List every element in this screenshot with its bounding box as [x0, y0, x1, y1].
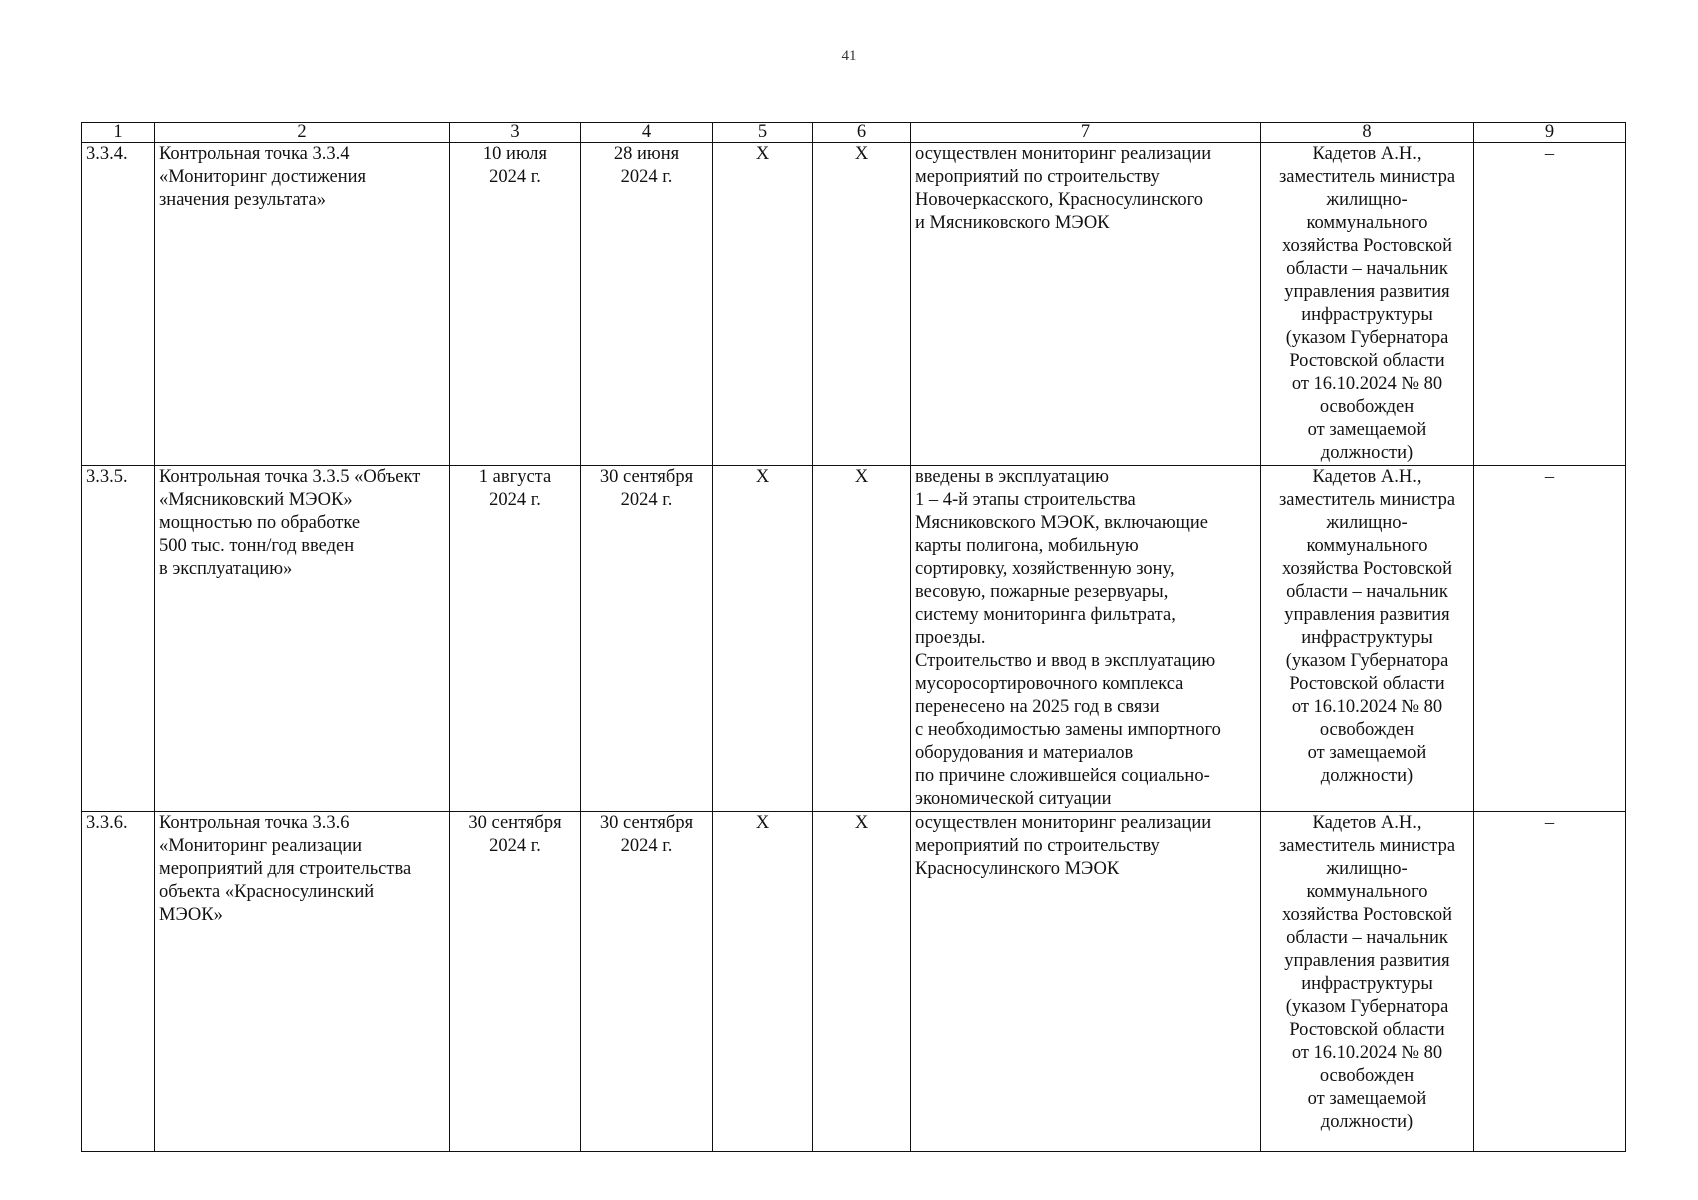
column-6-mark: Х: [813, 143, 911, 466]
responsible-person: Кадетов А.Н., заместитель министра жилищно- коммунального хозяйства Ростовской области – начальник управления развития инфраструктуры (указом Губернатора Ростовской области от 16.10.2024 № 80 освобожден от замещаемой должности): [1261, 466, 1474, 812]
column-header: 5: [713, 123, 813, 143]
column-header: 9: [1474, 123, 1626, 143]
row-number: 3.3.4.: [82, 143, 155, 466]
column-header: 2: [155, 123, 450, 143]
start-date: 1 августа 2024 г.: [450, 466, 581, 812]
result-description: введены в эксплуатацию 1 – 4-й этапы строительства Мясниковского МЭОК, включающие карты полигона, мобильную сортировку, хозяйственную зону, весовую, пожарные резервуары, систему мониторинга фильтрата, проезды. Строительство и ввод в эксплуатацию мусоросортировочного комплекса перенесено на 2025 год в связи с необходимостью замены импортного оборудования и материалов по причине сложившейся социально- экономической ситуации: [911, 466, 1261, 812]
column-5-mark: Х: [713, 812, 813, 1152]
column-9-dash: –: [1474, 143, 1626, 466]
column-header: 6: [813, 123, 911, 143]
column-6-mark: Х: [813, 466, 911, 812]
row-number: 3.3.6.: [82, 812, 155, 1152]
table-header-row: [82, 123, 1626, 143]
control-points-table: [81, 122, 1626, 1152]
column-header: 3: [450, 123, 581, 143]
control-point-name: Контрольная точка 3.3.5 «Объект «Мясниковский МЭОК» мощностью по обработке 500 тыс. тонн/год введен в эксплуатацию»: [155, 466, 450, 812]
table-row: [82, 466, 1626, 812]
table-row: [82, 143, 1626, 466]
control-point-name: Контрольная точка 3.3.6 «Мониторинг реализации мероприятий для строительства объекта «Красносулинский МЭОК»: [155, 812, 450, 1152]
result-description: осуществлен мониторинг реализации мероприятий по строительству Новочеркасского, Красносулинского и Мясниковского МЭОК: [911, 143, 1261, 466]
end-date: 28 июня 2024 г.: [581, 143, 713, 466]
end-date: 30 сентября 2024 г.: [581, 812, 713, 1152]
table-row: [82, 812, 1626, 1152]
start-date: 30 сентября 2024 г.: [450, 812, 581, 1152]
end-date: 30 сентября 2024 г.: [581, 466, 713, 812]
column-header: 7: [911, 123, 1261, 143]
column-header: 1: [82, 123, 155, 143]
column-9-dash: –: [1474, 812, 1626, 1152]
column-header: 8: [1261, 123, 1474, 143]
column-5-mark: Х: [713, 466, 813, 812]
column-header: 4: [581, 123, 713, 143]
control-point-name: Контрольная точка 3.3.4 «Мониторинг достижения значения результата»: [155, 143, 450, 466]
start-date: 10 июля 2024 г.: [450, 143, 581, 466]
page-number: 41: [841, 48, 857, 64]
row-number: 3.3.5.: [82, 466, 155, 812]
result-description: осуществлен мониторинг реализации мероприятий по строительству Красносулинского МЭОК: [911, 812, 1261, 1152]
column-5-mark: Х: [713, 143, 813, 466]
column-9-dash: –: [1474, 466, 1626, 812]
column-6-mark: Х: [813, 812, 911, 1152]
responsible-person: Кадетов А.Н., заместитель министра жилищно- коммунального хозяйства Ростовской области – начальник управления развития инфраструктуры (указом Губернатора Ростовской области от 16.10.2024 № 80 освобожден от замещаемой должности): [1261, 812, 1474, 1152]
responsible-person: Кадетов А.Н., заместитель министра жилищно- коммунального хозяйства Ростовской области – начальник управления развития инфраструктуры (указом Губернатора Ростовской области от 16.10.2024 № 80 освобожден от замещаемой должности): [1261, 143, 1474, 466]
